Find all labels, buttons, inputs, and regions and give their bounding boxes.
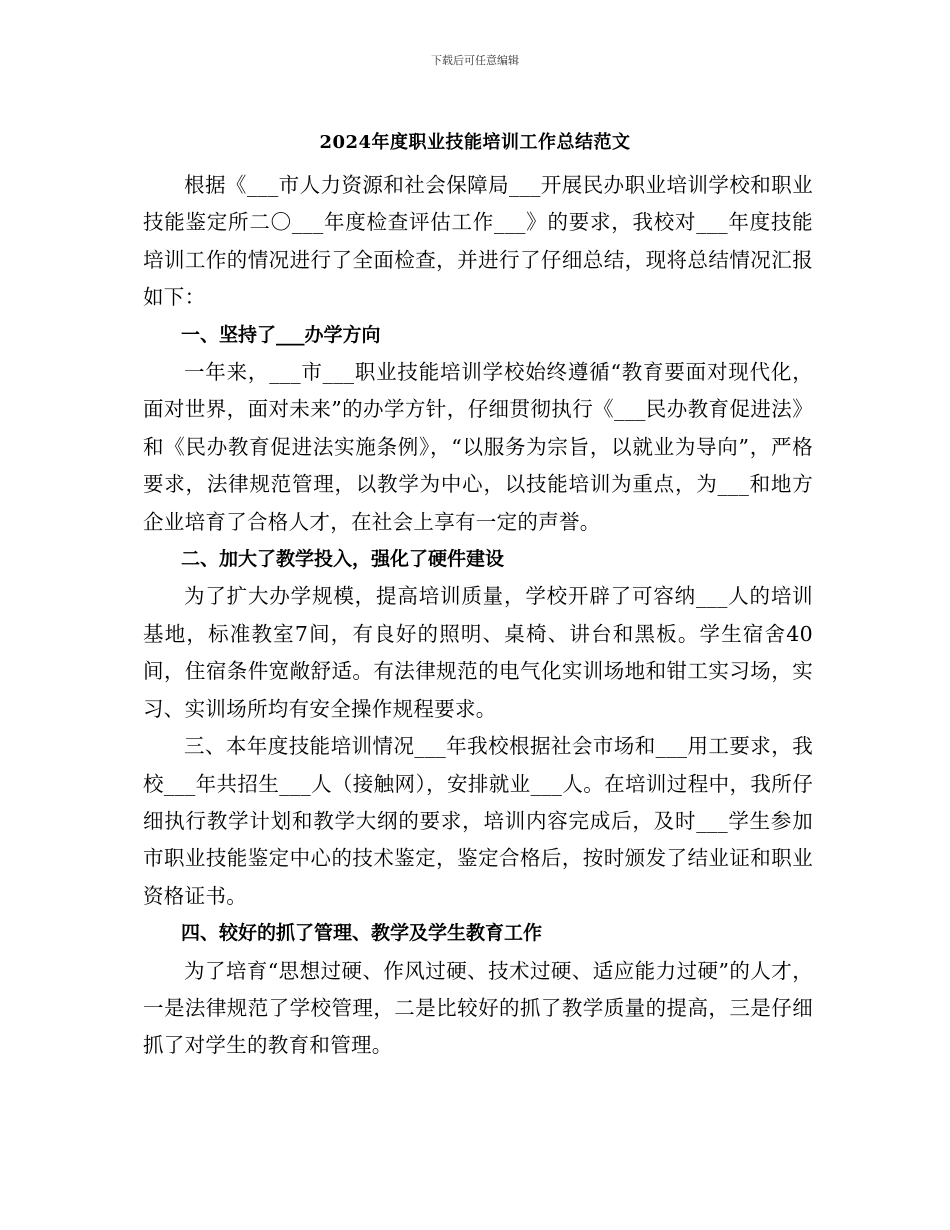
paragraph-section-1: 一年来，___市___职业技能培训学校始终遵循“教育要面对现代化，面对世界，面对未来”的办学方针，仔细贯彻执行《___民办教育促进法》和《民办教育促进法实施条例》，“以服务为宗旨，以就业为导向”，严格要求，法律规范管理，以教学为中心，以技能培训为重点，为___和地方企业培育了合格人才，在社会上享有一定的声誉。 bbox=[143, 360, 813, 534]
section-heading-4: 四、较好的抓了管理、教学及学生教育工作 bbox=[181, 922, 543, 945]
section-heading-2: 二、加大了教学投入，强化了硬件建设 bbox=[181, 548, 505, 571]
paragraph-section-3: 三、本年度技能培训情况___年我校根据社会市场和___用工要求，我校___年共招生___人（接触网），安排就业___人。在培训过程中，我所仔细执行教学计划和教学大纲的要求，培训内容完成后，及时___学生参加市职业技能鉴定中心的技术鉴定，鉴定合格后，按时颁发了结业证和职业资格证书。 bbox=[143, 734, 813, 908]
document-title: 2024年度职业技能培训工作总结范文 bbox=[319, 132, 631, 153]
document-body bbox=[143, 167, 813, 1065]
section-heading-1: 一、坚持了___办学方向 bbox=[181, 323, 381, 346]
paragraph-intro: 根据《___市人力资源和社会保障局___开展民办职业培训学校和职业技能鉴定所二〇___年度检查评估工作___》的要求，我校对___年度技能培训工作的情况进行了全面检查，并进行了仔细总结，现将总结情况汇报如下： bbox=[143, 173, 813, 310]
header-note: 下载后可任意编辑 bbox=[431, 54, 519, 67]
paragraph-section-4: 为了培育“思想过硬、作风过硬、技术过硬、适应能力过硬”的人才，一是法律规范了学校管理，二是比较好的抓了教学质量的提高，三是仔细抓了对学生的教育和管理。 bbox=[143, 958, 813, 1058]
paragraph-section-2: 为了扩大办学规模，提高培训质量，学校开辟了可容纳___人的培训基地，标准教室7间，有良好的照明、桌椅、讲台和黑板。学生宿舍40间，住宿条件宽敞舒适。有法律规范的电气化实训场地和钳工实习场，实习、实训场所均有安全操作规程要求。 bbox=[143, 584, 813, 721]
